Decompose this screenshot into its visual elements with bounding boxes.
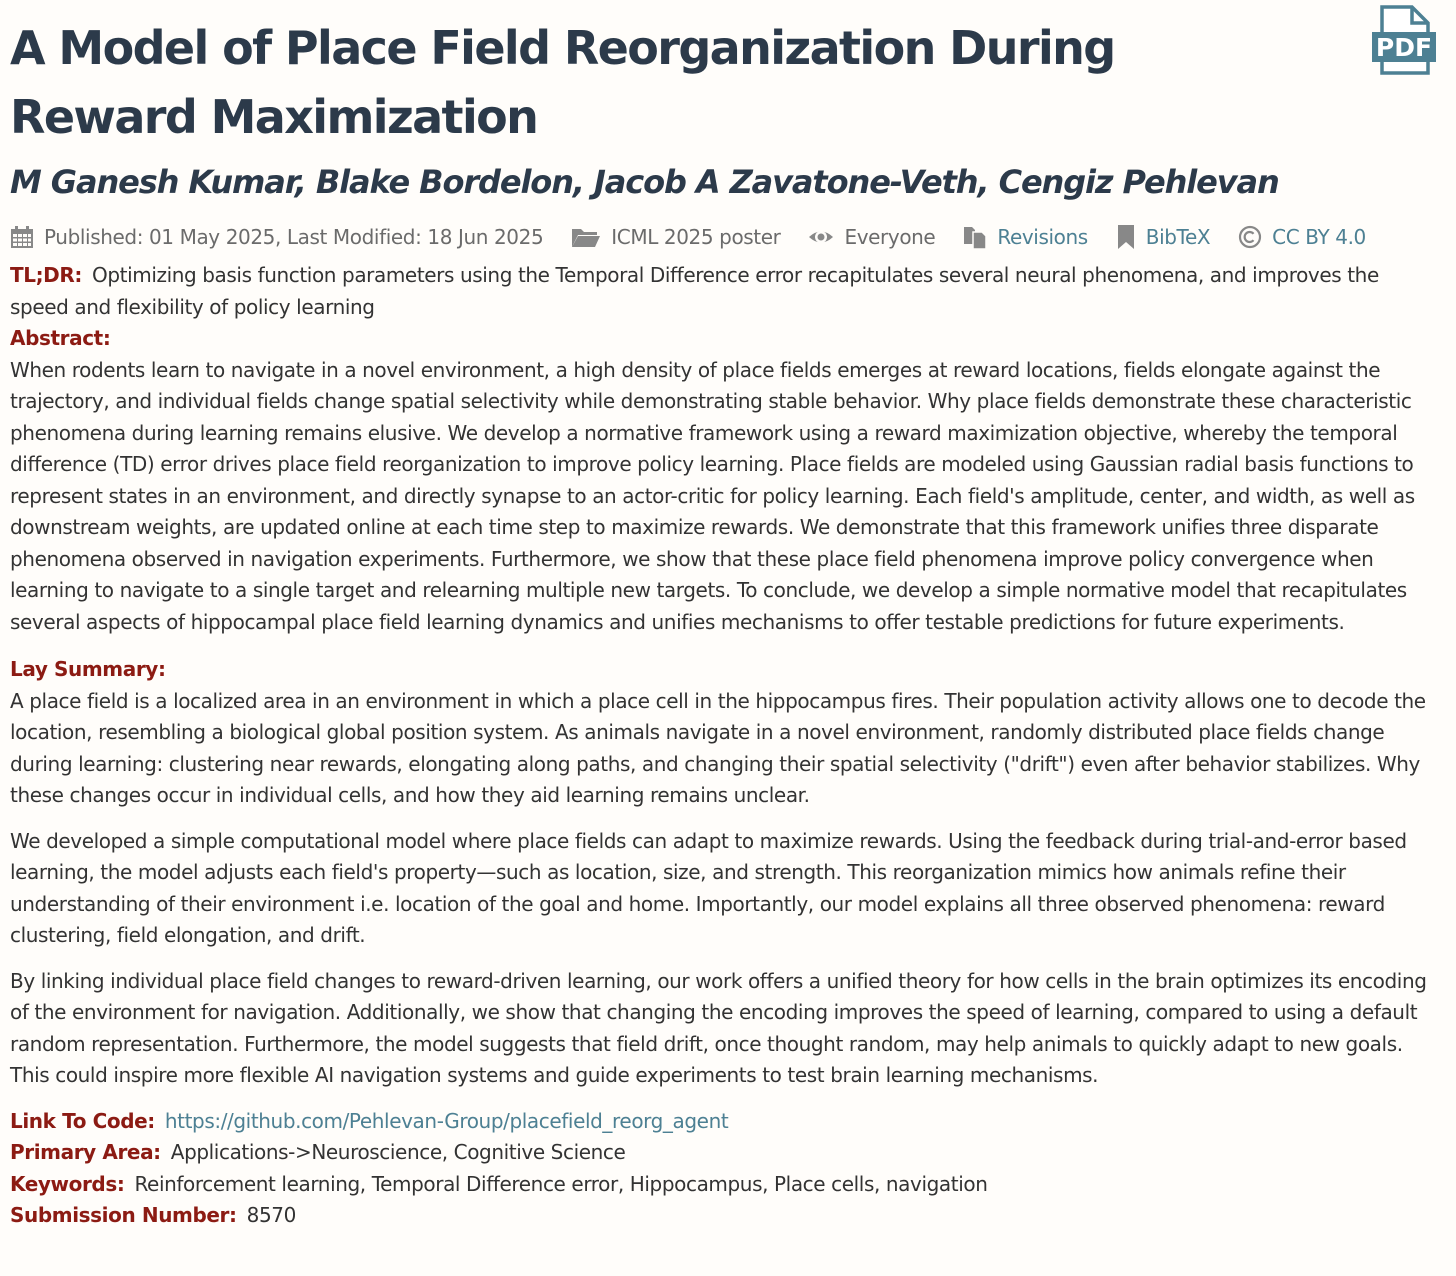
tldr-value: Optimizing basis function parameters using the Temporal Difference error recapitulates several neural phenomena, and improves the speed and flexibility of policy learning: [10, 263, 1379, 319]
primary-area-label: Primary Area:: [10, 1140, 161, 1164]
lay-summary-label: Lay Summary:: [10, 657, 166, 681]
pdf-icon-label: PDF: [1375, 33, 1433, 62]
calendar-icon: [10, 225, 34, 249]
lay-summary-field: [10, 654, 1430, 1092]
meta-row: [10, 222, 1430, 252]
readers-item: [808, 225, 935, 249]
copyright-icon: [1238, 225, 1262, 249]
bookmark-icon: [1116, 224, 1136, 250]
pdf-icon: [1372, 4, 1436, 76]
author-list[interactable]: M Ganesh Kumar, Blake Bordelon, Jacob A Zavatone-Veth, Cengiz Pehlevan: [10, 163, 1279, 201]
tldr-label: TL;DR:: [10, 263, 82, 287]
submission-number-label: Submission Number:: [10, 1203, 237, 1227]
tldr-field: [10, 260, 1430, 323]
lay-summary-paragraph: By linking individual place field changes to reward-driven learning, our work offers a unified theory for how cells in the brain optimizes its encoding of the environment for navigation. Additionally, we show that changing the encoding improves the speed of learning, compared to using a default random representation. Furthermore, the model suggests that field drift, once thought random, may help animals to quickly adapt to new goals. This could inspire more flexible AI navigation systems and guide experiments to test brain learning mechanisms.: [10, 968, 1427, 1087]
submission-number-field: [10, 1200, 1430, 1232]
bibtex-link[interactable]: BibTeX: [1145, 225, 1211, 249]
abstract-label: Abstract:: [10, 326, 111, 350]
lay-summary-paragraph: We developed a simple computational model where place fields can adapt to maximize rewards. Using the feedback during trial-and-error based learning, the model adjusts each field's property—such as location, size, and strength. This reorganization mimics how animals refine their understanding of their environment i.e. location of the goal and home. Importantly, our model explains all three observed phenomena: reward clustering, field elongation, and drift.: [10, 828, 1407, 947]
pdf-download-link[interactable]: [1372, 4, 1436, 76]
revisions-item[interactable]: [963, 224, 1087, 250]
readers-text: Everyone: [844, 225, 936, 249]
revisions-link[interactable]: Revisions: [997, 225, 1088, 249]
copy-documents-icon: [963, 224, 987, 250]
bibtex-item[interactable]: [1116, 224, 1210, 250]
code-link[interactable]: https://github.com/Pehlevan-Group/placefield_reorg_agent: [164, 1108, 729, 1133]
primary-area-field: [10, 1137, 1430, 1169]
abstract-field: [10, 323, 1430, 638]
keywords-field: [10, 1169, 1430, 1201]
eye-icon: [808, 225, 834, 249]
license-item[interactable]: [1238, 225, 1366, 249]
code-field: [10, 1106, 1430, 1138]
abstract-value: When rodents learn to navigate in a novel environment, a high density of place fields emerges at reward locations, fields elongate against the trajectory, and individual fields change spatial selectivity while demonstrating stable behavior. Why place fields demonstrate these characteristic phenomena during learning remains elusive. We develop a normative framework using a reward maximization objective, whereby the temporal difference (TD) error drives place field reorganization to improve policy learning. Place fields are modeled using Gaussian radial basis functions to represent states in an environment, and directly synapse to an actor-critic for policy learning. Each field's amplitude, center, and width, as well as downstream weights, are updated online at each time step to maximize rewards. We demonstrate that this framework unifies three disparate phenomena observed in navigation experiments. Furthermore, we show that these place field phenomena improve policy convergence when learning to navigate to a single target and relearning multiple new targets. To conclude, we develop a simple normative model that recapitulates several aspects of hippocampal place field learning dynamics and unifies mechanisms to offer testable predictions for future experiments.: [10, 357, 1415, 634]
lay-summary-paragraph: A place field is a localized area in an environment in which a place cell in the hippocampus fires. Their population activity allows one to decode the location, resembling a biological global position system. As animals navigate in a novel environment, randomly distributed place fields change during learning: clustering near rewards, elongating along paths, and changing their spatial selectivity ("drift") even after behavior stabilizes. Why these changes occur in individual cells, and how they aid learning remains unclear.: [10, 688, 1426, 807]
folder-open-icon: [571, 225, 601, 249]
code-label: Link To Code:: [10, 1108, 155, 1133]
note-page: [10, 0, 1433, 1232]
submission-number-value: 8570: [246, 1203, 296, 1227]
license-link[interactable]: CC BY 4.0: [1272, 225, 1366, 249]
keywords-value: Reinforcement learning, Temporal Difference error, Hippocampus, Place cells, navigation: [134, 1171, 988, 1196]
keywords-label: Keywords:: [10, 1171, 125, 1196]
venue-text: ICML 2025 poster: [611, 225, 781, 249]
dates-item: [10, 225, 543, 249]
primary-area-value: Applications->Neuroscience, Cognitive Science: [170, 1140, 626, 1164]
paper-title: A Model of Place Field Reorganization During Reward Maximization: [10, 21, 1115, 144]
dates-text: Published: 01 May 2025, Last Modified: 18 Jun 2025: [44, 225, 544, 249]
venue-item: [571, 225, 780, 249]
